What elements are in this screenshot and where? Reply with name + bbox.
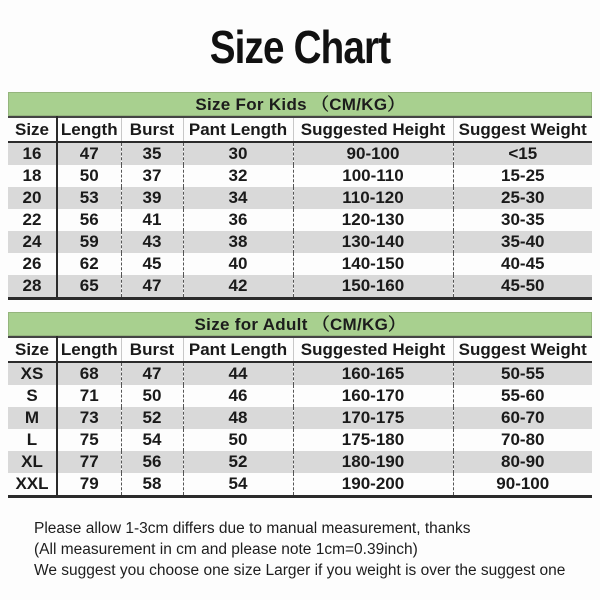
table-row [8,209,592,231]
cell: 26 [8,253,57,275]
note-line: Please allow 1-3cm differs due to manual measurement, thanks [34,520,471,537]
column-header-suggest-weight: Suggest Weight [453,117,592,142]
cell: 58 [121,473,183,497]
column-header-length: Length [57,337,121,362]
cell: 28 [8,275,57,299]
cell: 52 [183,451,293,473]
cell: 56 [57,209,121,231]
table-row [8,275,592,299]
cell: 160-170 [293,385,453,407]
table-row [8,165,592,187]
table-row [8,451,592,473]
cell: 65 [57,275,121,299]
table-row [8,253,592,275]
cell: S [8,385,57,407]
cell: 41 [121,209,183,231]
cell: 90-100 [453,473,592,497]
cell: 68 [57,362,121,385]
cell: M [8,407,57,429]
adult-size-table [8,336,592,498]
cell: 42 [183,275,293,299]
cell: 190-200 [293,473,453,497]
cell: 50 [121,385,183,407]
cell: 44 [183,362,293,385]
table-row [8,385,592,407]
cell: 100-110 [293,165,453,187]
cell: 50-55 [501,364,545,383]
cell: 47 [121,275,183,299]
cell: 180-190 [293,451,453,473]
cell: 55-60 [501,386,545,405]
cell: 70-80 [501,430,545,449]
cell: <15 [508,144,538,163]
kids-header-row [8,117,592,142]
cell: 120-130 [293,209,453,231]
cell: 22 [8,209,57,231]
cell: 160-165 [293,362,453,385]
column-header-suggest-weight: Suggest Weight [453,337,592,362]
cell: 110-120 [293,187,453,209]
cell: 45-50 [453,275,592,299]
column-header-burst: Burst [121,117,183,142]
kids-section-header: Size For Kids （CM/KG） [8,92,592,116]
column-header-length: Length [57,117,121,142]
adult-section-header: Size for Adult （CM/KG） [8,312,592,336]
cell: 52 [121,407,183,429]
table-row [8,362,592,385]
cell: XXL [8,473,57,497]
measurement-notes [34,518,600,581]
cell: 59 [57,231,121,253]
cell: 56 [121,451,183,473]
cell: 47 [121,362,183,385]
cell: 79 [57,473,121,497]
table-row [8,429,592,451]
cell: 25-30 [501,188,545,207]
cell: 24 [8,231,57,253]
page-title: Size Chart [209,21,391,73]
cell: 150-160 [293,275,453,299]
adult-header-row [8,337,592,362]
cell: 35-40 [501,232,545,251]
column-header-suggested-height: Suggested Height [293,117,453,142]
cell: 71 [57,385,121,407]
cell: 16 [8,142,57,165]
cell: 77 [57,451,121,473]
cell: XS [8,362,57,385]
cell: L [8,429,57,451]
cell: 37 [121,165,183,187]
cell: 15-25 [501,166,545,185]
cell: 62 [57,253,121,275]
column-header-burst: Burst [121,337,183,362]
cell: 40-45 [501,254,545,273]
kids-size-table [8,116,592,300]
cell: 30 [183,142,293,165]
cell: 175-180 [293,429,453,451]
cell: 140-150 [293,253,453,275]
cell: XL [8,451,57,473]
cell: 43 [121,231,183,253]
cell: 90-100 [293,142,453,165]
cell: 46 [183,385,293,407]
column-header-size: Size [8,337,57,362]
cell: 50 [183,429,293,451]
cell: 39 [121,187,183,209]
cell: 60-70 [501,408,545,427]
cell: 53 [57,187,121,209]
cell: 35 [121,142,183,165]
cell: 48 [183,407,293,429]
table-row [8,142,592,165]
cell: 80-90 [501,452,545,471]
table-row [8,231,592,253]
cell: 36 [183,209,293,231]
cell: 73 [57,407,121,429]
note-line: We suggest you choose one size Larger if you weight is over the suggest one [34,562,566,579]
cell: 47 [57,142,121,165]
cell: 30-35 [501,210,545,229]
cell: 18 [8,165,57,187]
column-header-pant-length: Pant Length [183,117,293,142]
table-row [8,407,592,429]
cell: 38 [183,231,293,253]
column-header-pant-length: Pant Length [183,337,293,362]
note-line: (All measurement in cm and please note 1cm=0.39inch) [34,541,418,558]
cell: 34 [183,187,293,209]
column-header-suggested-height: Suggested Height [293,337,453,362]
cell: 32 [183,165,293,187]
cell: 170-175 [293,407,453,429]
cell: 130-140 [293,231,453,253]
column-header-size: Size [8,117,57,142]
cell: 54 [121,429,183,451]
cell: 45 [121,253,183,275]
table-row [8,473,592,497]
cell: 54 [183,473,293,497]
cell: 40 [183,253,293,275]
cell: 50 [57,165,121,187]
table-row [8,187,592,209]
cell: 20 [8,187,57,209]
cell: 75 [57,429,121,451]
